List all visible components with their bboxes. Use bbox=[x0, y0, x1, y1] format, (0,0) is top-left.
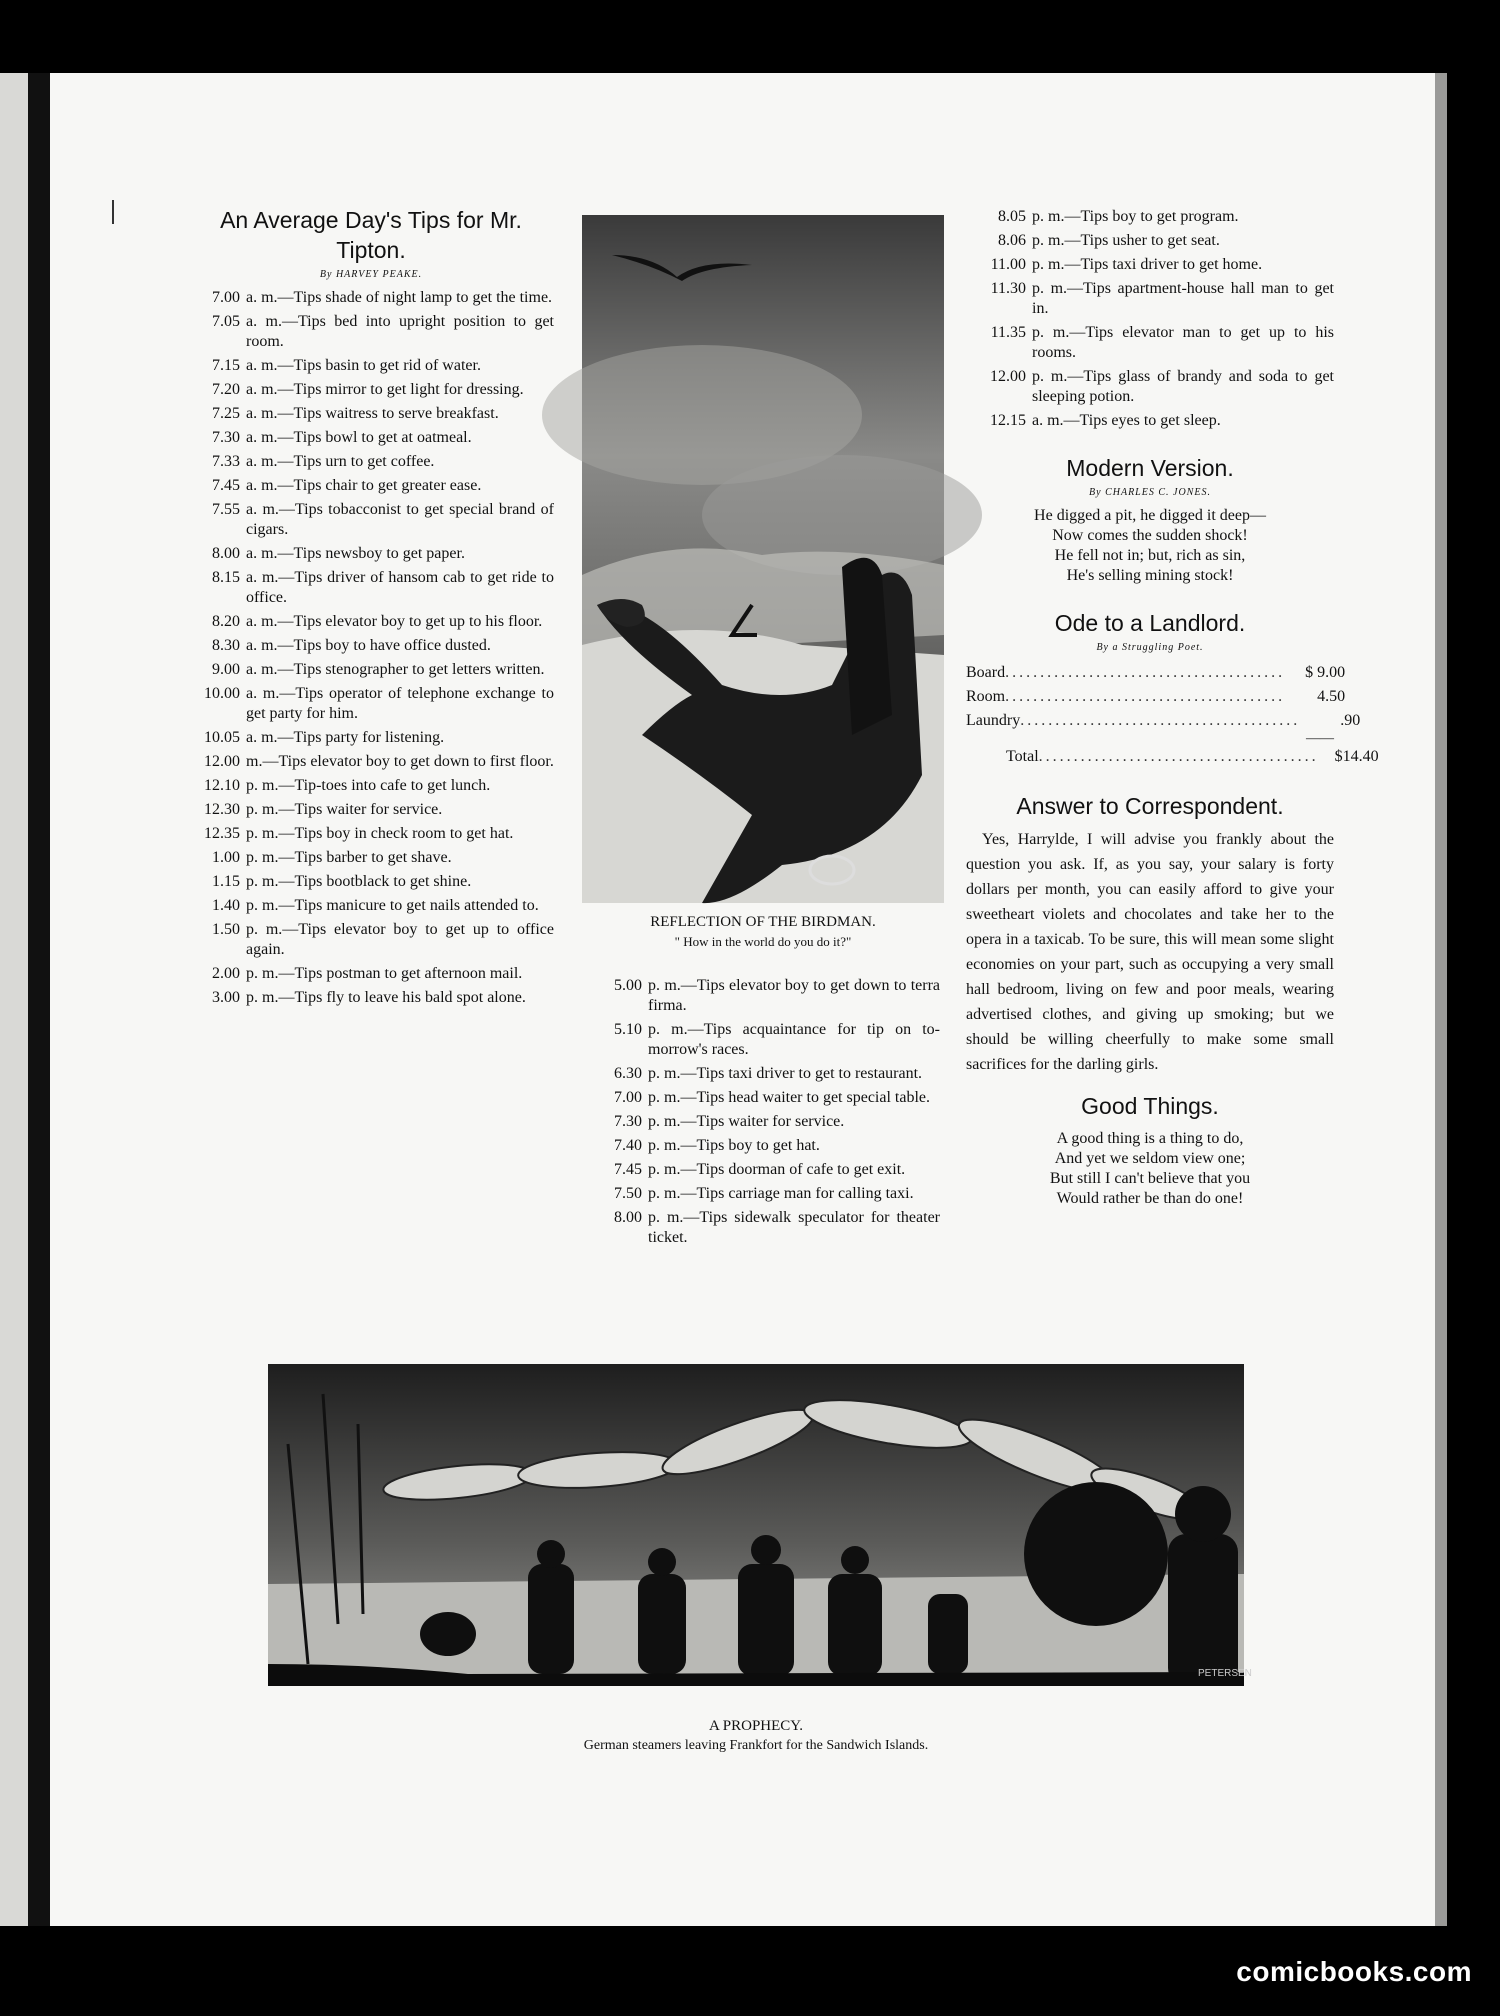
tip-text: a. m.—Tips party for listening. bbox=[246, 729, 445, 746]
ode-ledger bbox=[966, 661, 1379, 769]
tip-entry bbox=[188, 544, 554, 564]
ledger-total-amount: $14.40 bbox=[1334, 748, 1379, 765]
tip-entry bbox=[582, 1136, 940, 1156]
tip-time: 9.00 bbox=[212, 661, 240, 678]
ledger-row bbox=[966, 661, 1346, 685]
tip-text: p. m.—Tips taxi driver to get home. bbox=[1032, 256, 1263, 273]
tips-column-1 bbox=[188, 205, 554, 1012]
good-things-section bbox=[966, 1091, 1334, 1209]
tip-entry bbox=[188, 428, 554, 448]
tip-entry bbox=[966, 207, 1334, 227]
tip-time: 11.30 bbox=[990, 280, 1026, 297]
tip-text: p. m.—Tips carriage man for calling taxi. bbox=[648, 1185, 914, 1202]
tip-text: p. m.—Tips barber to get shave. bbox=[246, 849, 452, 866]
poem-line: A good thing is a thing to do, bbox=[1056, 1130, 1244, 1147]
ledger-amount: .90 bbox=[1340, 712, 1361, 729]
tip-text: a. m.—Tips driver of hansom cab to get ride to office. bbox=[246, 569, 554, 606]
tip-entry bbox=[582, 1088, 940, 1108]
tip-time: 7.05 bbox=[212, 313, 240, 330]
tip-text: p. m.—Tips fly to leave his bald spot alone. bbox=[246, 989, 526, 1006]
page-gutter bbox=[28, 73, 50, 1926]
tip-text: a. m.—Tips bowl to get at oatmeal. bbox=[246, 429, 472, 446]
ledger-leader: ........................................ bbox=[1005, 664, 1286, 681]
tip-time: 5.10 bbox=[614, 1021, 642, 1038]
prophecy-illustration bbox=[268, 1364, 1252, 1686]
tip-time: 7.15 bbox=[212, 357, 240, 374]
artist-signature: PETERSEN bbox=[1198, 1668, 1252, 1679]
birdman-illustration bbox=[582, 215, 944, 903]
ledger-rule: —— bbox=[1306, 731, 1334, 746]
tip-entry bbox=[188, 660, 554, 680]
tip-entry bbox=[966, 255, 1334, 275]
tip-time: 3.00 bbox=[212, 989, 240, 1006]
tip-time: 12.15 bbox=[990, 412, 1026, 429]
birdman-caption-title: REFLECTION OF THE BIRDMAN. bbox=[650, 914, 876, 930]
tip-entry bbox=[582, 1160, 940, 1180]
tip-text: p. m.—Tips doorman of cafe to get exit. bbox=[648, 1161, 906, 1178]
poem-line: But still I can't believe that you bbox=[1049, 1170, 1251, 1187]
tip-entry bbox=[966, 367, 1334, 407]
poem-line: And yet we seldom view one; bbox=[1054, 1150, 1246, 1167]
tips-list-1 bbox=[188, 288, 554, 1008]
tip-time: 7.50 bbox=[614, 1185, 642, 1202]
modern-version-poem bbox=[966, 506, 1334, 586]
tip-text: p. m.—Tips postman to get afternoon mail. bbox=[246, 965, 523, 982]
answer-text: Yes, Harrylde, I will advise you frankly about the question you ask. If, as you say, your salary is forty dollars per month, you can easily afford to give your sweetheart violets and chocolates and take her to the opera in a taxicab. To be sure, this will mean some slight economies on your part, such as occupying a very small hall bedroom, living on few and poor meals, wearing advertised clothes, and giving up smoking; but we should be willing cheerfully to make some small sacrifices for the darling girls. bbox=[966, 831, 1334, 1073]
tip-time: 7.30 bbox=[212, 429, 240, 446]
tip-entry bbox=[188, 896, 554, 916]
tip-time: 6.30 bbox=[614, 1065, 642, 1082]
tip-time: 1.00 bbox=[212, 849, 240, 866]
tip-time: 5.00 bbox=[614, 977, 642, 994]
tip-entry bbox=[188, 612, 554, 632]
ledger-label: Board bbox=[966, 664, 1006, 681]
tips-list-2 bbox=[582, 976, 940, 1252]
poem-line: He digged a pit, he digged it deep— bbox=[1034, 507, 1266, 524]
tip-text: a. m.—Tips newsboy to get paper. bbox=[246, 545, 465, 562]
tip-text: p. m.—Tips boy in check room to get hat. bbox=[246, 825, 514, 842]
tip-time: 2.00 bbox=[212, 965, 240, 982]
modern-version-section bbox=[966, 453, 1334, 586]
tip-entry bbox=[582, 1208, 940, 1248]
ledger-label: Laundry bbox=[966, 712, 1021, 729]
tip-text: a. m.—Tips operator of telephone exchange to get party for him. bbox=[246, 685, 554, 722]
watermark: comicbooks.com bbox=[1236, 1956, 1472, 1987]
poem-line: Now comes the sudden shock! bbox=[1052, 527, 1248, 544]
tip-text: p. m.—Tips head waiter to get special table. bbox=[648, 1089, 931, 1106]
tip-time: 7.45 bbox=[614, 1161, 642, 1178]
tip-entry bbox=[188, 848, 554, 868]
tip-text: p. m.—Tips acquaintance for tip on to-morrow's races. bbox=[648, 1021, 940, 1058]
tip-text: p. m.—Tips waiter for service. bbox=[648, 1113, 845, 1130]
tip-text: a. m.—Tips mirror to get light for dressing. bbox=[246, 381, 524, 398]
tip-entry bbox=[188, 800, 554, 820]
ode-section bbox=[966, 608, 1379, 769]
tip-time: 8.06 bbox=[998, 232, 1026, 249]
tip-time: 8.30 bbox=[212, 637, 240, 654]
tip-text: p. m.—Tips glass of brandy and soda to get sleeping potion. bbox=[1032, 368, 1334, 405]
tip-time: 10.00 bbox=[204, 685, 240, 702]
tip-text: p. m.—Tips elevator boy to get up to office again. bbox=[246, 921, 554, 958]
tip-time: 12.35 bbox=[204, 825, 240, 842]
tip-text: a. m.—Tips stenographer to get letters written. bbox=[246, 661, 545, 678]
tips-column-3 bbox=[966, 207, 1379, 1209]
tip-time: 8.00 bbox=[614, 1209, 642, 1226]
tip-text: a. m.—Tips waitress to serve breakfast. bbox=[246, 405, 499, 422]
tip-entry bbox=[188, 356, 554, 376]
tip-time: 7.55 bbox=[212, 501, 240, 518]
tip-text: p. m.—Tips bootblack to get shine. bbox=[246, 873, 472, 890]
tip-text: p. m.—Tips elevator boy to get down to terra firma. bbox=[648, 977, 940, 1014]
modern-version-byline: By CHARLES C. JONES. bbox=[1089, 487, 1211, 498]
tip-entry bbox=[188, 312, 554, 352]
tip-time: 12.30 bbox=[204, 801, 240, 818]
tip-entry bbox=[188, 636, 554, 656]
tip-entry bbox=[966, 323, 1334, 363]
ledger-amount: 4.50 bbox=[1317, 688, 1346, 705]
left-page-edge bbox=[0, 73, 28, 1926]
tip-entry bbox=[188, 872, 554, 892]
tip-time: 7.20 bbox=[212, 381, 240, 398]
tip-time: 1.15 bbox=[212, 873, 240, 890]
poem-line: Would rather be than do one! bbox=[1056, 1190, 1244, 1207]
margin-mark bbox=[112, 200, 114, 224]
tip-entry bbox=[188, 964, 554, 984]
ledger-leader: ........................................ bbox=[1020, 712, 1301, 729]
good-things-poem bbox=[966, 1129, 1334, 1209]
birdman-caption bbox=[582, 912, 944, 952]
ledger-leader: ........................................ bbox=[1005, 688, 1286, 705]
tip-time: 7.00 bbox=[212, 289, 240, 306]
tip-text: a. m.—Tips tobacconist to get special brand of cigars. bbox=[246, 501, 554, 538]
modern-version-title: Modern Version. bbox=[1066, 455, 1234, 481]
tip-text: p. m.—Tips usher to get seat. bbox=[1032, 232, 1220, 249]
birdman-caption-quote: " How in the world do you do it?" bbox=[674, 934, 852, 949]
tip-text: a. m.—Tips shade of night lamp to get the time. bbox=[246, 289, 553, 306]
tip-text: a. m.—Tips urn to get coffee. bbox=[246, 453, 435, 470]
tip-text: a. m.—Tips eyes to get sleep. bbox=[1032, 412, 1221, 429]
tip-entry bbox=[582, 1112, 940, 1132]
tip-text: p. m.—Tip-toes into cafe to get lunch. bbox=[246, 777, 491, 794]
prophecy-caption-title: A PROPHECY. bbox=[709, 1718, 803, 1734]
tip-time: 7.00 bbox=[614, 1089, 642, 1106]
tip-text: p. m.—Tips elevator man to get up to his rooms. bbox=[1032, 324, 1334, 361]
good-things-title: Good Things. bbox=[1081, 1093, 1219, 1119]
tip-time: 10.05 bbox=[204, 729, 240, 746]
tip-entry bbox=[966, 411, 1334, 431]
tip-time: 7.40 bbox=[614, 1137, 642, 1154]
tip-time: 11.00 bbox=[990, 256, 1026, 273]
tip-text: a. m.—Tips basin to get rid of water. bbox=[246, 357, 481, 374]
ledger-label: Room bbox=[966, 688, 1006, 705]
tip-entry bbox=[188, 476, 554, 496]
tips-list-3 bbox=[966, 207, 1334, 431]
tip-entry bbox=[188, 988, 554, 1008]
tip-text: p. m.—Tips manicure to get nails attended to. bbox=[246, 897, 539, 914]
tip-entry bbox=[188, 404, 554, 424]
tip-time: 7.25 bbox=[212, 405, 240, 422]
tip-time: 12.10 bbox=[204, 777, 240, 794]
tip-text: p. m.—Tips apartment-house hall man to get in. bbox=[1032, 280, 1334, 317]
tip-time: 8.00 bbox=[212, 545, 240, 562]
tip-time: 8.15 bbox=[212, 569, 240, 586]
tip-text: p. m.—Tips boy to get hat. bbox=[648, 1137, 820, 1154]
tip-time: 7.30 bbox=[614, 1113, 642, 1130]
tip-entry bbox=[188, 684, 554, 724]
ode-byline: By a Struggling Poet. bbox=[1096, 642, 1204, 653]
tip-text: p. m.—Tips taxi driver to get to restaurant. bbox=[648, 1065, 923, 1082]
tip-text: p. m.—Tips waiter for service. bbox=[246, 801, 443, 818]
tip-entry bbox=[966, 279, 1334, 319]
tip-time: 12.00 bbox=[990, 368, 1026, 385]
ledger-total-row bbox=[966, 745, 1379, 769]
tip-entry bbox=[582, 1020, 940, 1060]
tip-entry bbox=[188, 452, 554, 472]
tip-text: a. m.—Tips chair to get greater ease. bbox=[246, 477, 482, 494]
tip-entry bbox=[188, 920, 554, 960]
tip-text: a. m.—Tips bed into upright position to get room. bbox=[246, 313, 554, 350]
tip-text: a. m.—Tips boy to have office dusted. bbox=[246, 637, 491, 654]
tip-entry bbox=[966, 231, 1334, 251]
tip-text: m.—Tips elevator boy to get down to first floor. bbox=[246, 753, 554, 770]
tip-entry bbox=[582, 1064, 940, 1084]
ledger-leader: ........................................ bbox=[1038, 748, 1319, 765]
article-byline: By HARVEY PEAKE. bbox=[319, 269, 423, 280]
tip-entry bbox=[188, 288, 554, 308]
article-title: An Average Day's Tips for Mr. Tipton. bbox=[220, 207, 522, 263]
tip-entry bbox=[188, 728, 554, 748]
tip-time: 11.35 bbox=[990, 324, 1026, 341]
ledger-row bbox=[966, 685, 1346, 709]
tip-entry bbox=[188, 752, 554, 772]
ledger-total-label: Total bbox=[1006, 748, 1039, 765]
tip-time: 7.45 bbox=[212, 477, 240, 494]
ode-title: Ode to a Landlord. bbox=[1054, 610, 1246, 636]
tip-entry bbox=[188, 776, 554, 796]
tip-text: p. m.—Tips sidewalk speculator for theater ticket. bbox=[648, 1209, 940, 1246]
answer-title: Answer to Correspondent. bbox=[1016, 793, 1284, 819]
tip-entry bbox=[188, 824, 554, 844]
tip-entry bbox=[188, 568, 554, 608]
poem-line: He's selling mining stock! bbox=[1066, 567, 1234, 584]
ledger-row bbox=[966, 709, 1361, 733]
prophecy-caption-sub: German steamers leaving Frankfort for the Sandwich Islands. bbox=[583, 1738, 929, 1753]
tip-entry bbox=[188, 500, 554, 540]
tip-time: 12.00 bbox=[204, 753, 240, 770]
poem-line: He fell not in; but, rich as sin, bbox=[1054, 547, 1246, 564]
right-page-edge bbox=[1435, 73, 1447, 1926]
answer-section bbox=[966, 791, 1334, 1077]
tip-time: 8.20 bbox=[212, 613, 240, 630]
tip-time: 8.05 bbox=[998, 208, 1026, 225]
tip-entry bbox=[582, 976, 940, 1016]
prophecy-caption bbox=[268, 1716, 1244, 1756]
tip-entry bbox=[188, 380, 554, 400]
tip-time: 1.40 bbox=[212, 897, 240, 914]
tip-time: 1.50 bbox=[212, 921, 240, 938]
tip-text: a. m.—Tips elevator boy to get up to his floor. bbox=[246, 613, 543, 630]
tip-time: 7.33 bbox=[212, 453, 240, 470]
tip-text: p. m.—Tips boy to get program. bbox=[1032, 208, 1239, 225]
tip-entry bbox=[582, 1184, 940, 1204]
ledger-amount: $ 9.00 bbox=[1305, 664, 1346, 681]
